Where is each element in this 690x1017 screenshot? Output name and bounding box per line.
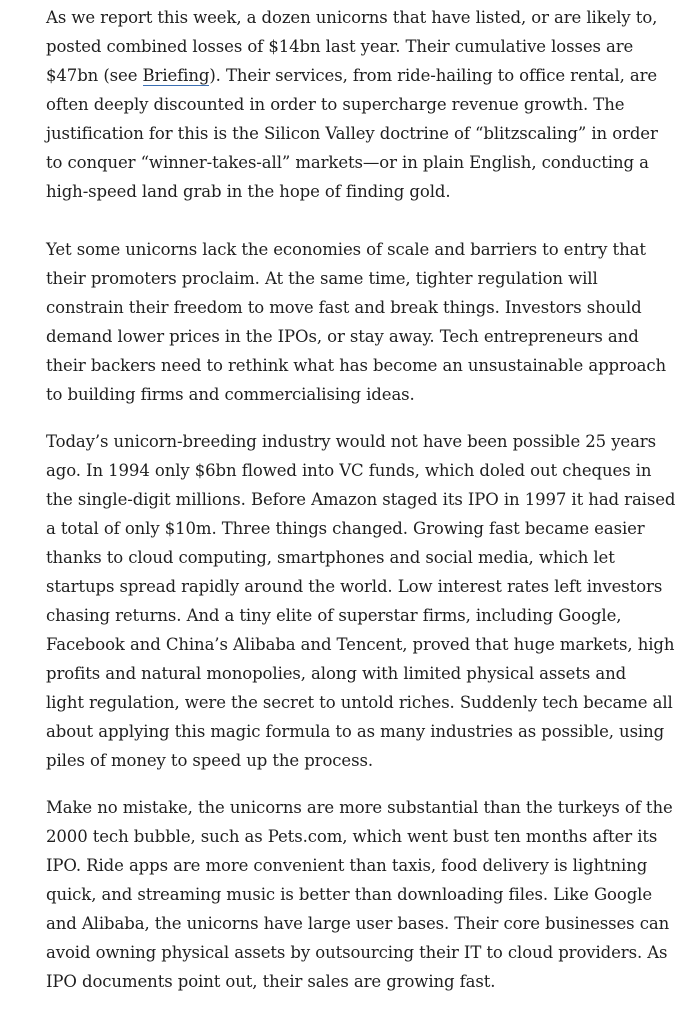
article-body — [46, 3, 676, 996]
text-line: avoid owning physical assets by outsourcing their IT to cloud providers. As — [46, 943, 668, 962]
paragraph-gap — [46, 409, 656, 427]
text-line: demand lower prices in the IPOs, or stay away. Tech entrepreneurs and — [46, 327, 639, 346]
paragraph-gap — [46, 206, 656, 235]
text-line: quick, and streaming music is better than downloading files. Like Google — [46, 885, 652, 904]
text-line: ago. In 1994 only $6bn flowed into VC funds, which doled out cheques in — [46, 461, 652, 480]
text-line — [46, 61, 656, 90]
text-line: a total of only $10m. Three things changed. Growing fast became easier — [46, 519, 645, 538]
text-line: piles of money to speed up the process. — [46, 751, 373, 770]
text-line: high-speed land grab in the hope of finding gold. — [46, 182, 451, 201]
article-paragraph-3 — [46, 427, 676, 775]
text-segment: ). Their services, from ride-hailing to office rental, are — [209, 66, 658, 85]
text-line: Make no mistake, the unicorns are more substantial than the turkeys of the — [46, 798, 673, 817]
text-line: 2000 tech bubble, such as Pets.com, which went bust ten months after its — [46, 827, 658, 846]
text-line: Today’s unicorn-breeding industry would not have been possible 25 years — [46, 432, 656, 451]
text-line: to conquer “winner-takes-all” markets—or in plain English, conducting a — [46, 153, 649, 172]
text-line: the single-digit millions. Before Amazon staged its IPO in 1997 it had raised — [46, 490, 676, 509]
article-paragraph-1 — [46, 3, 656, 206]
text-line: posted combined losses of $14bn last year. Their cumulative losses are — [46, 37, 634, 56]
text-line: Facebook and China’s Alibaba and Tencent, proved that huge markets, high — [46, 635, 675, 654]
text-line: Yet some unicorns lack the economies of scale and barriers to entry that — [46, 240, 646, 259]
text-line: their backers need to rethink what has become an unsustainable approach — [46, 356, 667, 375]
text-line: their promoters proclaim. At the same time, tighter regulation will — [46, 269, 598, 288]
text-segment: $47bn (see — [46, 66, 143, 85]
text-line: IPO documents point out, their sales are growing fast. — [46, 972, 496, 991]
text-line: constrain their freedom to move fast and break things. Investors should — [46, 298, 642, 317]
article-paragraph-2 — [46, 235, 667, 409]
briefing-link[interactable]: Briefing — [142, 66, 210, 85]
paragraph-gap — [46, 775, 656, 793]
text-line: light regulation, were the secret to untold riches. Suddenly tech became all — [46, 693, 673, 712]
text-line: often deeply discounted in order to supercharge revenue growth. The — [46, 95, 625, 114]
text-line: IPO. Ride apps are more convenient than taxis, food delivery is lightning — [46, 856, 648, 875]
text-line: profits and natural monopolies, along with limited physical assets and — [46, 664, 627, 683]
text-line: to building firms and commercialising ideas. — [46, 385, 415, 404]
text-line: about applying this magic formula to as many industries as possible, using — [46, 722, 665, 741]
text-line: justification for this is the Silicon Valley doctrine of “blitzscaling” in order — [46, 124, 658, 143]
text-line: chasing returns. And a tiny elite of superstar firms, including Google, — [46, 606, 622, 625]
text-line: thanks to cloud computing, smartphones and social media, which let — [46, 548, 615, 567]
text-line: and Alibaba, the unicorns have large user bases. Their core businesses can — [46, 914, 670, 933]
text-line: As we report this week, a dozen unicorns that have listed, or are likely to, — [46, 8, 658, 27]
article-paragraph-4 — [46, 793, 673, 996]
text-line: startups spread rapidly around the world. Low interest rates left investors — [46, 577, 663, 596]
